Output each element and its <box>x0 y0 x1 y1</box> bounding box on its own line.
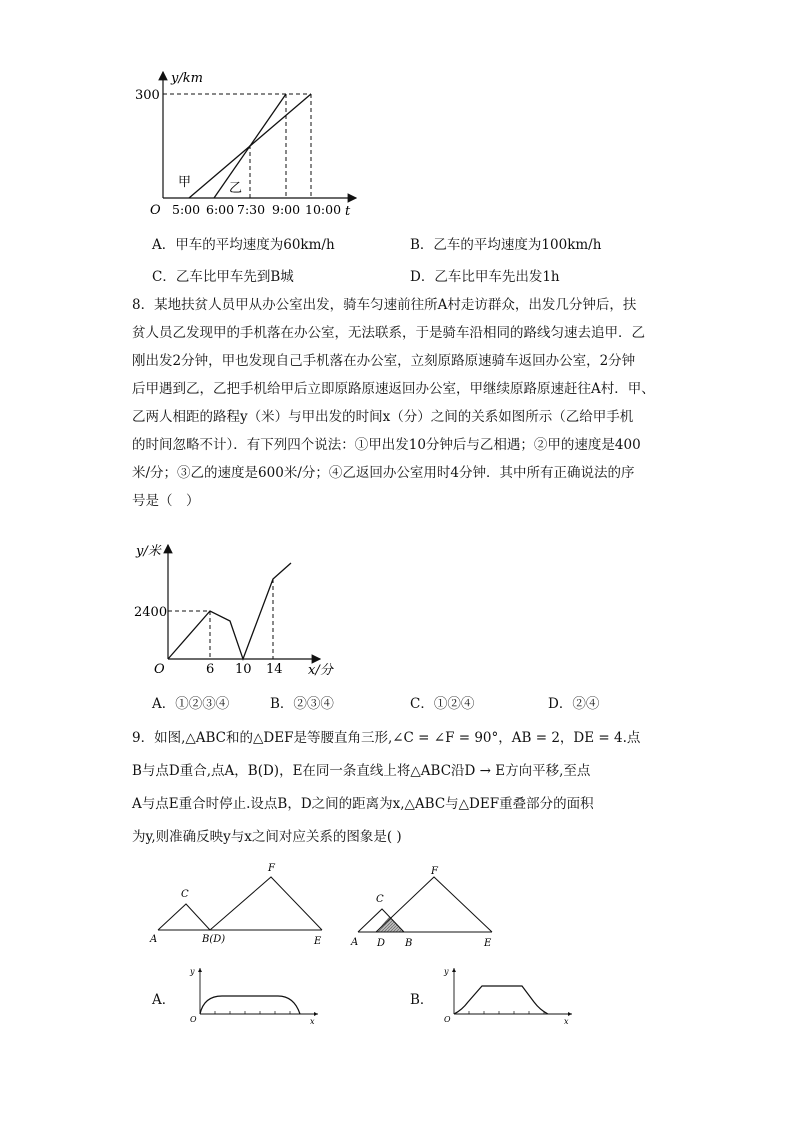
q8-graph <box>0 535 794 685</box>
q8-line: 号是（ ） <box>132 493 200 509</box>
q8-question <box>132 291 655 515</box>
q7-y-tick: 300 <box>135 88 160 103</box>
q7-option-a[interactable]: A．甲车的平均速度为60km/h <box>152 237 335 253</box>
q9-option-a-graph <box>180 962 330 1032</box>
q8-x-tick-1: 10 <box>235 662 252 677</box>
q8-x-tick-0: 6 <box>206 662 215 677</box>
q9-option-a[interactable]: A． <box>152 992 176 1008</box>
q8-line: 刚出发2分钟，甲也发现自己手机落在办公室，立刻原路原速骑车返回办公室，2分钟 <box>132 353 636 369</box>
q8-option-c[interactable]: C．①②④ <box>410 696 475 712</box>
q9-figures <box>0 860 794 960</box>
svg-text:B: B <box>405 938 413 949</box>
svg-text:C: C <box>376 894 384 905</box>
q7-option-d[interactable]: D．乙车比甲车先出发1h <box>410 269 560 285</box>
q9-line: B与点D重合,点A，B(D)，E在同一条直线上将△ABC沿D → E方向平移,至点 <box>132 763 591 779</box>
q7-x-tick-0: 5:00 <box>172 202 201 217</box>
svg-text:x: x <box>564 1017 569 1026</box>
q7-x-tick-4: 10:00 <box>305 202 342 217</box>
q8-option-d[interactable]: D．②④ <box>548 696 600 712</box>
svg-text:A: A <box>150 934 158 945</box>
q8-origin: O <box>154 662 165 677</box>
q9-b-curve <box>454 986 548 1014</box>
svg-text:O: O <box>444 1015 451 1024</box>
svg-text:E: E <box>484 938 492 949</box>
q7-y-label: y/km <box>171 71 203 86</box>
q8-y-label: y/米 <box>136 544 161 559</box>
q9-line: A与点E重合时停止.设点B，D之间的距离为x,△ABC与△DEF重叠部分的面积 <box>132 796 594 812</box>
q8-line: 的时间忽略不计）．有下列四个说法：①甲出发10分钟后与乙相遇；②甲的速度是400 <box>132 437 641 453</box>
svg-text:B(D): B(D) <box>202 934 226 945</box>
svg-text:x: x <box>310 1017 315 1026</box>
q9-figure-2 <box>350 866 492 949</box>
q7-yi-label: 乙 <box>229 181 243 196</box>
q8-x-label: x/分 <box>308 663 333 678</box>
q9-line: 为y,则准确反映y与x之间对应关系的图象是( ) <box>132 829 402 845</box>
q9-option-b[interactable]: B． <box>410 992 434 1008</box>
svg-text:O: O <box>190 1015 197 1024</box>
q7-jia-label: 甲 <box>178 175 192 190</box>
q8-y-tick: 2400 <box>134 605 168 620</box>
q9-question <box>132 722 640 854</box>
q8-x-tick-2: 14 <box>266 662 283 677</box>
q7-graph <box>0 0 794 230</box>
q8-line: 贫人员乙发现甲的手机落在办公室，无法联系，于是骑车沿相同的路线匀速去追甲．乙 <box>132 325 645 341</box>
svg-text:y: y <box>444 967 449 976</box>
q8-option-a[interactable]: A．①②③④ <box>152 696 230 712</box>
q8-line: 后甲遇到乙，乙把手机给甲后立即原路原速返回办公室，甲继续原路原速赶往A村．甲、 <box>132 381 655 397</box>
svg-text:F: F <box>431 866 438 877</box>
q8-option-b[interactable]: B．②③④ <box>270 696 334 712</box>
q8-line: 乙两人相距的路程y（米）与甲出发的时间x（分）之间的关系如图所示（乙给甲手机 <box>132 409 634 425</box>
svg-text:D: D <box>377 938 386 949</box>
svg-text:E: E <box>314 936 322 947</box>
q9-line: 9．如图,△ABC和的△DEF是等腰直角三形,∠C = ∠F = 90°，AB = 2，DE = 4.点 <box>132 730 641 746</box>
q7-option-b[interactable]: B．乙车的平均速度为100km/h <box>410 237 602 253</box>
q8-line: 8．某地扶贫人员甲从办公室出发，骑车匀速前往所A村走访群众，出发几分钟后，扶 <box>132 297 637 313</box>
svg-text:F: F <box>268 863 275 874</box>
q7-x-tick-1: 6:00 <box>206 202 235 217</box>
q7-origin: O <box>150 203 161 218</box>
q7-x-tick-2: 7:30 <box>237 202 266 217</box>
svg-text:A: A <box>351 937 359 948</box>
q7-x-label: t <box>345 204 351 219</box>
svg-text:y: y <box>190 967 195 976</box>
q7-option-c[interactable]: C．乙车比甲车先到B城 <box>152 269 294 285</box>
svg-text:C: C <box>181 889 189 900</box>
q9-option-b-graph <box>434 962 584 1032</box>
q7-x-tick-3: 9:00 <box>272 202 301 217</box>
q8-line: 米/分；③乙的速度是600米/分；④乙返回办公室用时4分钟．其中所有正确说法的序 <box>132 465 635 481</box>
q9-figure-1 <box>149 863 322 947</box>
